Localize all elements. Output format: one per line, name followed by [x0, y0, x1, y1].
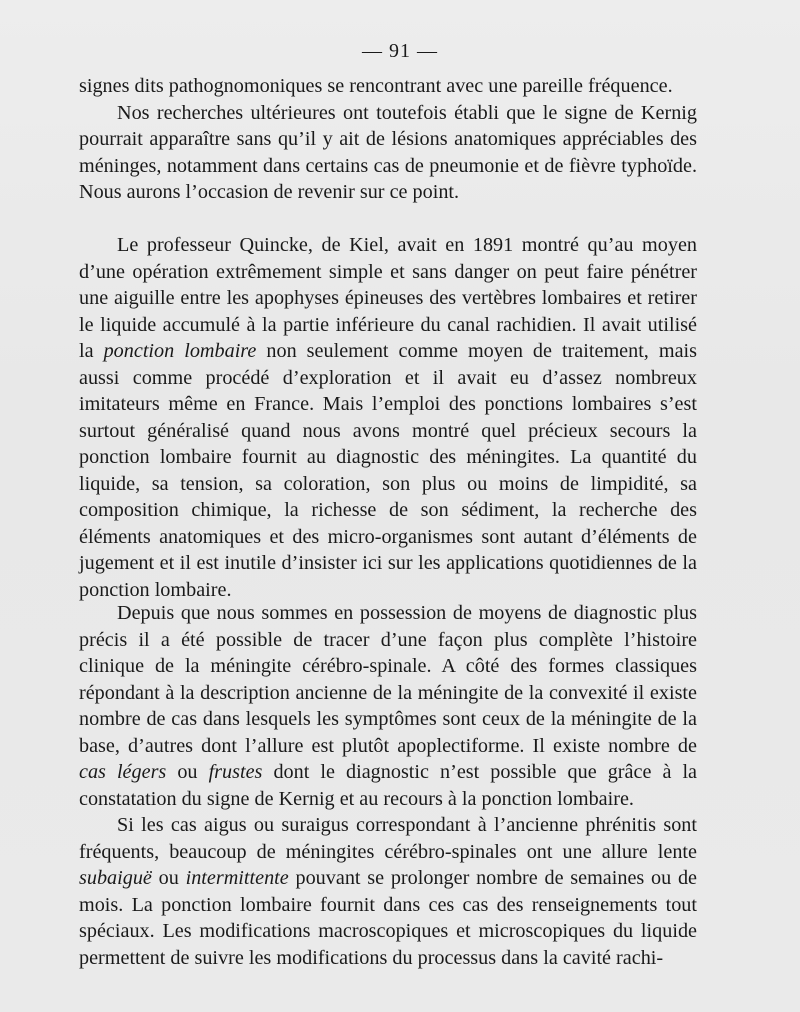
text-block-middle: [79, 232, 697, 603]
paragraph: [79, 100, 697, 206]
italic-phrase: frustes: [208, 761, 263, 783]
italic-phrase: intermittente: [185, 867, 289, 889]
text-run: Si les cas aigus ou suraigus correspondant à l’ancienne phrénitis sont fréquents, beaucoup de méningites cérébro-spinales ont une allure lente: [79, 814, 697, 863]
paragraph: [79, 73, 697, 100]
text-run: Nos recherches ultérieures ont toutefois établi que le signe de Kernig pourrait apparaître sans qu’il y ait de lésions anatomiques appréciables des méninges, notamment dans certains cas de pneumonie et de fièvre typhoïde. Nous aurons l’occasion de revenir sur ce point.: [79, 101, 697, 203]
text-run: signes dits pathognomoniques se rencontrant avec une pareille fréquence.: [79, 75, 673, 97]
text-run: Depuis que nous sommes en possession de moyens de diagnostic plus précis il a été possible de tracer d’une façon plus complète l’histoire clinique de la méningite cérébro-spinale. A côté des formes classiques répondant à la description ancienne de la méningite de la convexité il existe nombre de cas dans lesquels les symptômes sont ceux de la méningite de la base, d’autres dont l’allure est plutôt apoplectiforme. Il existe nombre de: [79, 602, 697, 757]
paragraph: [79, 812, 697, 971]
text-run: Le professeur Quincke, de Kiel, avait en 1891 montré qu’au moyen d’une opération extrêmement simple et sans danger on peut faire pénétrer une aiguille entre les apophyses épineuses des vertèbres lombaires et retirer le liquide accumulé à la partie inférieure du canal rachidien. Il avait utilisé la: [79, 234, 697, 362]
text-run: non seulement comme moyen de traitement, mais aussi comme procédé d’exploration et il avait eu d’assez nombreux imitateurs même en France. Mais l’emploi des ponctions lombaires s’est surtout généralisé quand nous avons montré quel précieux secours la ponction lombaire fournit au diagnostic des méningites. La quantité du liquide, sa tension, sa coloration, son plus ou moins de limpidité, sa composition chimique, la richesse de son sédiment, la recherche des éléments anatomiques et des micro-organismes sont autant d’éléments de jugement et il est inutile d’insister ici sur les applications quotidiennes de la ponction lombaire.: [79, 340, 697, 601]
italic-phrase: cas légers: [79, 761, 167, 783]
text-run: pouvant se prolonger nombre de semaines ou de mois. La ponction lombaire fournit dans ces cas des renseignements tout spéciaux. Les modifications macroscopiques et microscopiques du liquide permettent de suivre les modifications du processus dans la cavité rachi-: [79, 867, 698, 969]
text-run: ou: [151, 867, 186, 889]
text-run: ou: [166, 761, 209, 783]
paragraph: [79, 600, 697, 812]
paragraph: [79, 232, 697, 603]
italic-phrase: ponction lombaire: [103, 340, 257, 362]
text-block-top: [79, 73, 697, 206]
page-number: — 91 —: [362, 40, 438, 62]
italic-phrase: subaiguë: [79, 867, 152, 889]
text-block-bottom: [79, 600, 697, 971]
text-run: dont le diagnostic n’est possible que grâce à la constatation du signe de Kernig et au recours à la ponction lombaire.: [79, 761, 698, 810]
